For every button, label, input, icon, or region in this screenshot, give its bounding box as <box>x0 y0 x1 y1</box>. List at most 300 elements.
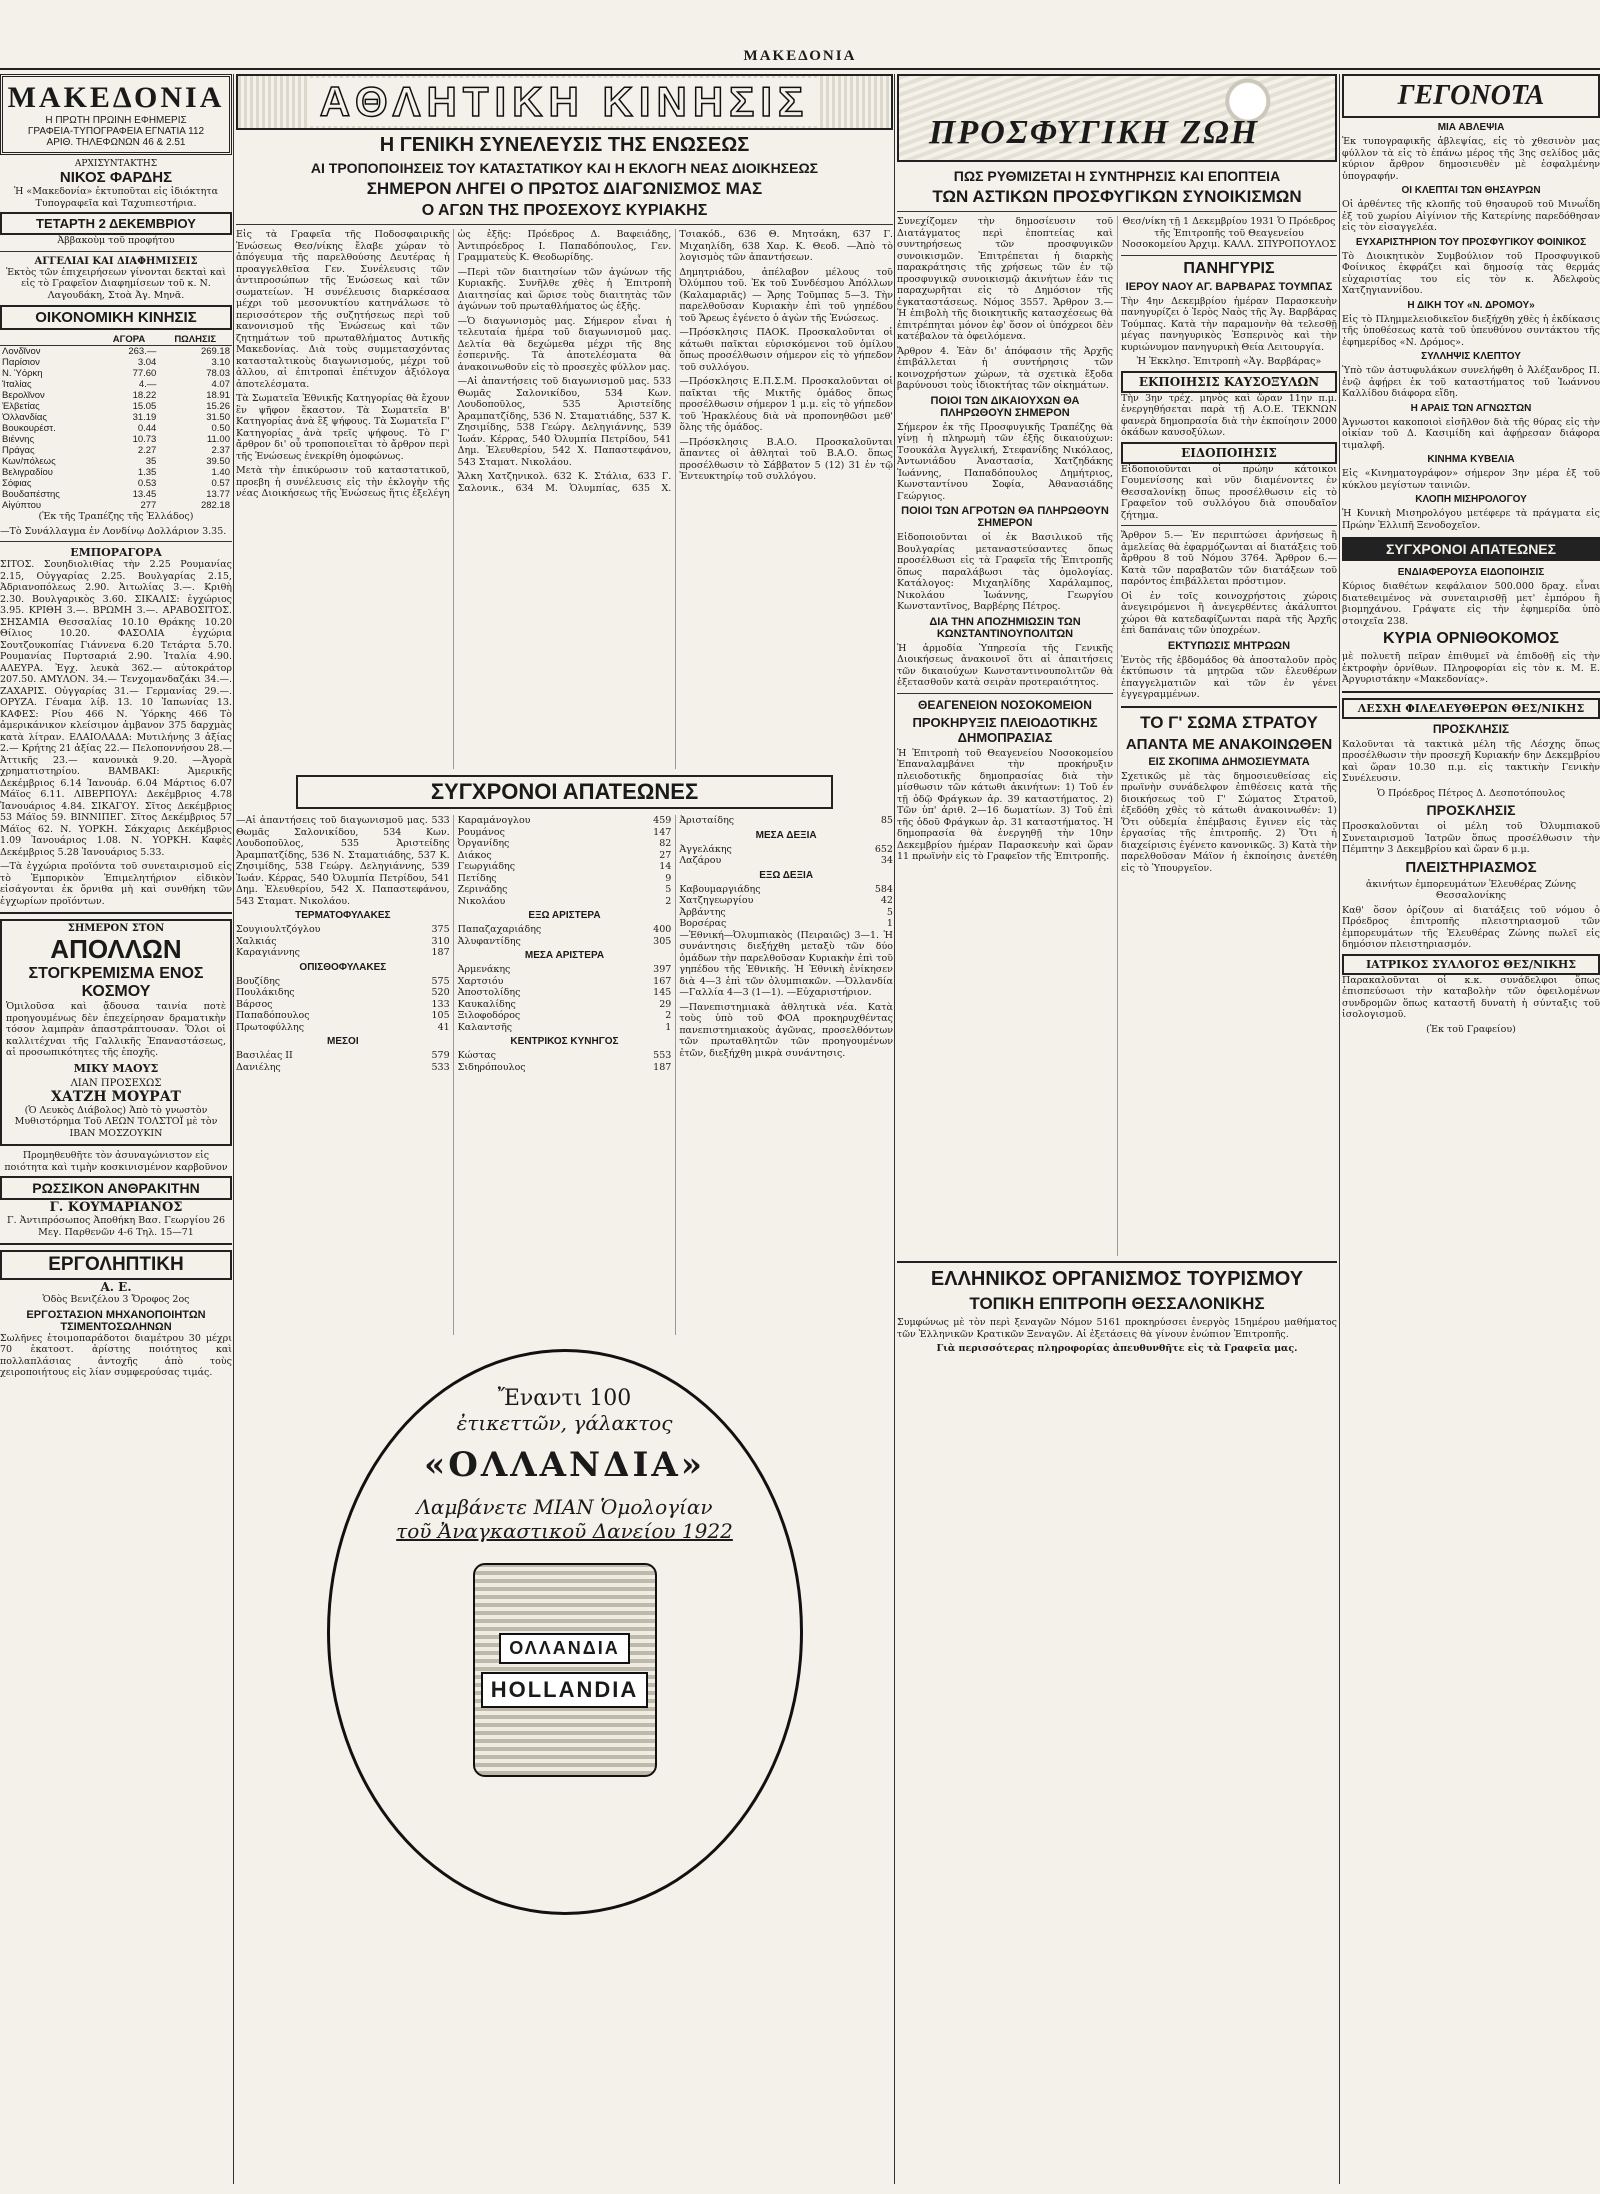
player-name: Πρωτοφύλλης <box>236 1021 305 1033</box>
vote-count: 145 <box>653 987 672 998</box>
masthead-address: ΓΡΑΦΕΙΑ-ΤΥΠΟΓΡΑΦΕΙΑ ΕΓΝΑΤΙΑ 112 <box>27 126 205 137</box>
rate-value: 1.40 <box>211 467 230 478</box>
article-text: Εἰδοποιοῦνται οἱ ἐκ Βασιλικοῦ τῆς Βουλγαρίας μεταναστεύσαντες ὅπως προσέλθωσι εἰς τὰ Γραφεῖα τῆς Ἐπιτροπῆς ὅπως παραλάβωσι τὰς ὁμολογίας. Κατάλογος: Μιχαηλίδης Χαράλαμπος, Νικολάου Ἰωάννης, Γεωργίου Κωνσταντῖνος, Βαρβέρης Πέτρος. <box>897 532 1113 612</box>
article-text: —Πρόσκλησις Ε.Π.Σ.Μ. Προσκαλοῦνται οἱ παῖκται τῆς Μικτῆς ὁμάδος ὅπως προσέλθωσιν σήμερον 1 μ.μ. εἰς τὸ γήπεδον τοῦ Ἡρακλέους διὰ νὰ προπονηθῶσι μεθ' ὅλης τῆς ὁμάδος. <box>679 376 893 433</box>
vote-count: 553 <box>653 1050 672 1061</box>
rates-row <box>0 478 232 489</box>
item-heading: ΚΛΟΠΗ ΜΙΣΗΡΟΛΟΓΟΥ <box>1415 494 1527 505</box>
item-text: Ἡ Κυνικὴ Μισηρολόγου μετέφερε τὰ πράγματα εἰς Πρώην Ἑλλιπῆ Ξενοδοχεῖον. <box>1342 508 1600 531</box>
player-name: Βουζίδης <box>236 975 281 987</box>
subheading: ΕΙΣ ΣΚΟΠΙΜΑ ΔΗΜΟΣΙΕΥΜΑΤΑ <box>1148 755 1310 768</box>
item-subheading: ἀκινήτων ἐμπορευμάτων Ἐλευθέρας Ζώνης Θεσσαλονίκης <box>1365 878 1577 901</box>
rates-note: —Τὸ Συνάλλαγμα ἐν Λονδίνῳ Δολλάριον 3.35. <box>0 525 227 537</box>
player-name: Ἀποστολίδης <box>457 987 521 998</box>
vote-row <box>679 895 893 907</box>
position-heading: ΕΞΩ ΔΕΞΙΑ <box>759 869 814 881</box>
vote-row <box>236 1022 450 1034</box>
item-text: Παρακαλοῦνται οἱ κ.κ. συνάδελφοι ὅπως ἐπισπεύσωσι τὴν καταβολὴν τῶν ὀφειλομένων συνδρομῶν ὅπως καταστῆ δυνατὴ ἡ σύνταξις τοῦ ἰσολογισμοῦ. <box>1342 974 1600 1020</box>
commerce-text-2: —Τὰ ἐγχώρια προϊόντα τοῦ συνεταιρισμοῦ εἰς τὸ Ἐμπορικὸν Ἐπιμελητήριον εἰδικὸν εἰσάγονται ἐκ ὄρνιθα μὴ καὶ συνθήκη τῶν ἐγχωρίων προϊόντων. <box>0 861 232 907</box>
cinema-next-label: ΛΙΑΝ ΠΡΟΣΕΧΩΣ <box>70 1077 162 1089</box>
rate-value: 15.26 <box>206 401 230 412</box>
vote-row <box>236 976 450 988</box>
headline: ΑΙ ΤΡΟΠΟΠΟΙΗΣΕΙΣ ΤΟΥ ΚΑΤΑΣΤΑΤΙΚΟΥ ΚΑΙ Η ΕΚΛΟΓΗ ΝΕΑΣ ΔΙΟΙΚΗΣΕΩΣ <box>310 160 819 176</box>
rates-row <box>0 445 232 456</box>
rates-row <box>0 500 232 511</box>
column-rule <box>233 74 234 2184</box>
rate-value: 0.57 <box>211 478 230 489</box>
commerce-heading: ΕΜΠΟΡΑΓΟΡΑ <box>70 546 162 559</box>
divider <box>1121 255 1337 256</box>
subheading: ΤΟ Γ' ΣΩΜΑ ΣΤΡΑΤΟΥ <box>1140 712 1318 732</box>
item-text: Τὸ Διοικητικὸν Συμβούλιον τοῦ Προσφυγικοῦ Φοίνικος ἐκφράζει καὶ δημοσίᾳ τὰς θερμάς εὐχαριστίας του εἰς τὸν κ. Ἀδελφοὺς Χατζηγιαννίδου. <box>1342 250 1600 296</box>
vote-row <box>458 1062 672 1074</box>
subheading: ΠΑΝΗΓΥΡΙΣ <box>1183 259 1275 277</box>
rates-row <box>0 467 232 478</box>
divider <box>0 1243 232 1245</box>
ad-brand: «ΟΛΛΑΝΔΙΑ» <box>424 1445 705 1485</box>
rate-value: 77.60 <box>132 368 157 379</box>
masthead-subtitle: Η ΠΡΩΤΗ ΠΡΩΙΝΗ ΕΦΗΜΕΡΙΣ <box>45 115 187 126</box>
contractor-sub: Α. Ε. <box>100 1280 132 1294</box>
vote-count: 305 <box>653 935 672 947</box>
rates-row <box>0 379 232 390</box>
rate-value: 269.18 <box>200 346 230 357</box>
refugee-article-columns <box>897 216 1337 1256</box>
headline: Η ΓΕΝΙΚΗ ΣΥΝΕΛΕΥΣΙΣ ΤΗΣ ΕΝΩΣΕΩΣ <box>379 134 750 156</box>
rate-value: 4.— <box>138 379 157 390</box>
rates-col-header <box>0 334 100 346</box>
exchange-rates-table <box>0 334 232 511</box>
rate-value: 2.37 <box>211 445 230 456</box>
vote-count: 41 <box>437 1021 450 1033</box>
cinema-next: ΧΑΤΖΗ ΜΟΥΡΑΤ <box>51 1088 181 1105</box>
article-text: Ἡ Ἐπιτροπὴ τοῦ Θεαγενείου Νοσοκομείου Ἐπαναλαμβάνει τὴν προκήρυξιν πλειοδοτικῆς δημοπρασίας διὰ τὴν μίσθωσιν τῶν κάτωθι ἀκινήτων: 1) Τοῦ ἐν τῇ ὁδῷ Φράγκων ἀρ. 39 καταστήματος. 2) Τῶν ὑπ' ἀριθ. 2—16 δωματίων. 3) Τοῦ ἐπὶ τῆς ὁδοῦ Φράγκων ἀρ. 31 καταστήματος. Ἡ δημοπρασία θὰ ἐνεργηθῇ τὴν 10ην Δεκεμβρίου ἡμέραν Παρασκευὴν καὶ ὥραν 11 πρωϊνὴν εἰς τὸ Γραφεῖον τῆς Ἐπιτροπῆς. <box>897 747 1113 862</box>
commerce-text: ΣΙΤΟΣ. Σουηδιολιθίας τὴν 2.25 Ρουμανίας 2.15, Οὐγγαρίας 2.25. Βουλγαρίας 2.15, Ἀδριανοπόλεως 2.90. Ἀιτωλίας 3.—. Κριθὴ 2.30. Βουλγαρικὸς 3.60. ΣΙΚΑΛΙΣ: ἐγχώριος 3.95. ΚΡΙΘΗ 3.—. ΒΡΩΜΗ 3.—. ΑΡΑΒΟΣΙΤΟΣ. ΣΗΣΑΜΙΑ Θεσσαλίας 10.10 Θράκης 10.20 Θίλιος 10.20. ΦΑΣΟΛΙΑ ἐγχώρια Σουτζουκοπίας Γιάννενα 6.20 Τετάρτα 5.70. Ρουμανίας Πυρτσαριά 2.90. Ἰταλία 4.90. ΑΛΕΥΡΑ. Ἐγχ. λευκὰ 362.— αὐτοκράτορ 207.50. ΑΜΥΛΟΝ. 34.— Τενχομανδαζάκι 34.—. ΖΑΧΑΡΙΣ. Οὐγγαρίας 31.— Γερμανίας 29.—. ΟΡΥΖΑ. Γέναμα λίβ. 13. 10 Ἰαπωνίας 13. ΚΑΦΕΣ: Ρίου 466 Ν. Ὑόρκης 466 Τὸ ἀμερικάνικον κλείσιμον ἀμβανον 375 δαρχμὰς κατὰ λίτραν. ΕΛΑΙΟΛΑΔΑ: Μυτιλήνης 3 ἀξίας 2.— Κρήτης 21 ἀξίας 22.— Πελοποννήσου 28.— Ἀττικῆς 23.— κανονικὰ 9.20. —Ἀγορὰ χρηματιστηρίου. ΒΑΜΒΑΚΙ: Ἀμερικῆς Δεκέμβριος 6.14 Ἰανουάρ. 6.04 Μάρτιος 6.07 Μάϊος 6.11. ΛΙΒΕΡΠΟΥΛ: Δεκέμβριος 4.78 Ἰανουάριος 4.84. ΣΙΚΑΓΟΥ. Σῖτος Δεκέμβριος 53 Μάϊος 59. ΒΙΝΝΙΠΕΓ. Σῖτος Δεκέμβριος 57 Μάϊος 62. Ν. ΥΟΡΚΗ. Σάκχαρις Δεκέμβριος 1.09 Ἰανουάριος 1.08. Ν. ΥΟΡΚΗ. Καφὲς Δεκέμβριος 5.28 Ἰανουάριος 5.33. <box>0 559 232 858</box>
player-name: Νικολάου <box>457 895 506 907</box>
ads-note: Ἐκτὸς τῶν ἐπιχειρήσεων γίνονται δεκταὶ καὶ εἰς τὸ Γραφεῖον Διαφημίσεων τοῦ κ. Ν. Λαγουδάκη, Στοὰ Ἀγ. Μηνᾶ. <box>5 266 226 301</box>
saint-of-day: Ἀββακοὺμ τοῦ προφήτου <box>57 235 175 246</box>
rates-row <box>0 489 232 500</box>
vote-count: 520 <box>431 987 450 998</box>
contractor-address: Ὁδὸς Βενιζέλου 3 Ὄροφος 2ος <box>42 1294 190 1305</box>
currency-name: Ν. Ὑόρκη <box>2 368 43 379</box>
item-heading: ΠΛΕΙΣΤΗΡΙΑΣΜΟΣ <box>1405 858 1537 876</box>
rate-value: 3.04 <box>137 357 157 368</box>
currency-name: Πράγας <box>2 445 35 456</box>
player-name: Ὀργανίδης <box>457 838 510 849</box>
vote-count: 187 <box>653 1061 672 1073</box>
currency-name: Σόφιας <box>2 478 32 489</box>
divider <box>897 211 1337 212</box>
player-name: Ζερινάδης <box>457 884 508 895</box>
rate-value: 282.18 <box>200 500 230 511</box>
vote-count: 27 <box>659 849 672 861</box>
player-name: Δανιέλης <box>236 1061 281 1073</box>
item-text: Προσκαλοῦνται οἱ μέλη τοῦ Ὀλυμπιακοῦ Συνεταιρισμοῦ Ἰατρῶν ὅπως προσέλθωσιν τὴν Πέμπτην 3 Δεκεμβρίου καὶ ὥραν 6 μ.μ. <box>1342 821 1600 855</box>
subheading: ΕΚΤΥΠΩΣΙΣ ΜΗΤΡΩΩΝ <box>1167 639 1291 652</box>
vote-count: 5 <box>665 884 672 895</box>
player-name: Ξιλοφοδόρος <box>457 1010 521 1021</box>
article-text: Τὴν 3ην τρέχ. μηνὸς καὶ ὥραν 11ην π.μ. ἐνεργηθήσεται παρὰ τῇ Α.Ο.Ε. ΤΕΚΝΩΝ φανερὰ δημοπρασία διὰ τὴν ἐκποίησιν 2000 ὀκάδων καυσοξύλων. <box>1121 392 1337 438</box>
rate-value: 3.10 <box>211 357 230 368</box>
vote-count: 459 <box>653 815 672 826</box>
item-text: Ἐκ τυπογραφικῆς ἀβλεψίας, εἰς τὸ χθεσινὸν μας φύλλον τὰ εἰς τὸ ἐπάνω μέρος τῆς 3ης σελίδος μᾶς κύριον ἄρθρον δημοσιευθὲν μὲ ἐσφαλμένην ὑπογραφήν. <box>1342 136 1600 182</box>
rate-value: 31.19 <box>132 412 157 423</box>
article-text: Τὰ Σωματεῖα Ἐθνικῆς Κατηγορίας θὰ ἔχουν ἓν ψῆφον ἕκαστον. Τὰ Σωματεῖα Β' Κατηγορίας ἀνὰ ἓξ ψήφους. Τὰ Σωματεῖα Γ' Κατηγορίας ἀνὰ τρεῖς ψήφους. Τὸ Γ' ἄρθρον δι' οὗ τροποποιεῖται τὸ ἄρθρον περὶ τῆς Ἑνώσεως ἐνεκρίθη ὁμοφώνως. <box>236 393 450 462</box>
column-sports <box>236 74 893 2184</box>
club-heading: ΛΕΣΧΗ ΦΙΛΕΛΕΥΘΕΡΩΝ ΘΕΣ/ΝΙΚΗΣ <box>1342 698 1600 719</box>
editor-name: ΝΙΚΟΣ ΦΑΡΔΗΣ <box>59 169 173 186</box>
item-heading: Η ΑΡΑΙΣ ΤΩΝ ΑΓΝΩΣΤΩΝ <box>1410 402 1532 414</box>
top-rule <box>0 68 1600 70</box>
item-text: Κύριος διαθέτων κεφάλαιον 500.000 δραχ. εἶναι διατεθειμένος νὰ συνεταιρισθῇ μετ' ἐμπόρου ἢ βιομηχάνου. Γράψατε εἰς τὴν ἐφημερίδα ὑπὸ στοιχεῖα 238. <box>1342 581 1600 627</box>
vote-row <box>458 1050 672 1062</box>
votes-columns <box>236 815 893 1335</box>
vote-count: 575 <box>431 975 450 987</box>
position-heading: ΜΕΣΑ ΔΕΞΙΑ <box>755 829 817 841</box>
rates-row <box>0 412 232 423</box>
player-name: Ἀλυφαντίδης <box>457 935 521 947</box>
item-text: Καθ' ὅσον ὁρίζουν αἱ διατάξεις τοῦ νόμου ὁ Πρόεδρος ἐπιτροπῆς πλειστηριασμοῦ τῶν ἐμπορευμάτων τῆς Ἐλευθέρας Ζώνης πωλεῖ εἰς δημόσιον πλειστηριασμόν. <box>1342 904 1600 950</box>
can-label: ΟΛΛΑΝΔΙΑ <box>499 1633 629 1664</box>
vote-row <box>236 1010 450 1022</box>
player-name: Παπαδόπουλος <box>236 1010 310 1021</box>
ad-line: Ἔναντι 100 <box>497 1386 632 1411</box>
article-text: Εἰς τὰ Γραφεῖα τῆς Ποδοσφαιρικῆς Ἑνώσεως Θεσ/νίκης ἔλαβε χώραν τὸ ἀπόγευμα τῆς παρελθούσης Δευτέρας ἡ προαγγελθεῖσα Γεν. Συνέλευσις τῶν ἀντιπροσώπων τῆς Ἑνώσεως καὶ τῶν σωματείων. Ἡ συνέλευσις διαρκέσασα μέχρι τοῦ μεσονυκτίου κατηνάλωσε τὸ περισσότερον τῆς συζητήσεως περὶ τοῦ κανονισμοῦ τῆς Ἑνώσεως καὶ τῶν ζητημάτων τοῦ πρωταθλήματος Δυτικῆς Μακεδονίας. Διὰ τοὺς συμμετασχόντας κατασταλτικοὺς διαγωνισμούς, μέχρι τοῦ ἀλλου, αἱ ἐπιτροπαὶ ἐπέτυχον ἀξιόλογα ἀποτελέσματα. <box>236 229 450 390</box>
player-name: Ἀγγελάκης <box>679 843 732 855</box>
vote-row <box>458 827 672 839</box>
currency-name: Βερολῖνον <box>2 390 45 401</box>
tourism-note: Γιὰ περισσότερας πληροφορίας ἀπευθυνθῆτε εἰς τὰ Γραφεῖα μας. <box>936 1343 1298 1354</box>
editor-note: Ἡ «Μακεδονία» ἐκτυποῦται εἰς ἰδιόκτητα Τυπογραφεῖα καὶ Ταχυπιεστήρια. <box>13 186 219 209</box>
position-heading: ΕΞΩ ΑΡΙΣΤΕΡΑ <box>528 910 601 921</box>
signature: Θεσ/νίκη τῇ 1 Δεκεμβρίου 1931 Ὁ Πρόεδρος τῆς Ἐπιτροπῆς τοῦ Θεαγενείου Νοσοκομείου Ἀρχιμ. ΚΑΛΛ. ΣΠΥΡΟΠΟΥΛΟΣ <box>1121 216 1337 250</box>
player-name: Γεωργιάδης <box>457 861 516 872</box>
vote-count: 375 <box>431 924 450 935</box>
player-name: Σιδηρόπουλος <box>457 1061 526 1073</box>
column-left <box>0 74 232 2184</box>
item-text: μὲ πολυετῆ πεῖραν ἐπιθυμεῖ νὰ ἐπιδοθῇ εἰς τὴν ἐκτροφὴν ὀρνίθων. Πληροφορίαι εἰς τὸν κ. Μ. Ε. Ἀργυριστάκην «Μακεδονίας». <box>1342 651 1600 685</box>
vote-count: 29 <box>659 998 672 1010</box>
article-text: —Περὶ τῶν διαιτησίων τῶν ἀγώνων τῆς Κυριακῆς. Συνῆλθε χθὲς ἡ Ἐπιτροπὴ Διαιτησίας καὶ ὥρισε τοὺς διαιτητὰς τῶν ἀγώνων τοῦ πρωταθλήματος ὡς ἑξῆς. <box>457 266 672 312</box>
cinema-label: ΣΗΜΕΡΟΝ ΣΤΟΝ <box>67 923 165 934</box>
milk-can-image <box>473 1563 657 1777</box>
article-text: —Ἐθνική—Ὀλυμπιακὸς (Πειραιῶς) 3—1. Ἡ συνάντησις διεξήχθη μεταξὺ τῶν δύο ὁμάδων τὴν παρελθοῦσαν Κυριακὴν ἐπὶ τοῦ γηπέδου τῆς Ἐθνικῆς. Ἡ Ἐθνικὴ ἐνίκησεν διὰ 4—3 ἐπὶ τῶν ὀλυμπιακῶν. —Ὀλλανδία—Γαλλία 4—3 (1—1). —Εὐχαριστήριον. <box>679 929 893 998</box>
vote-count: 187 <box>431 947 450 958</box>
subheading: ΔΙΑ ΤΗΝ ΑΠΟΖΗΜΙΩΣΙΝ ΤΩΝ ΚΩΝΣΤΑΝΤΙΝΟΥΠΟΛΙΤΩΝ <box>929 615 1081 640</box>
column-events <box>1342 74 1600 2184</box>
vote-count: 400 <box>653 924 672 935</box>
currency-name: Ἰταλίας <box>2 379 32 390</box>
column-rule <box>894 74 895 2184</box>
position-heading: ΤΕΡΜΑΤΟΦΥΛΑΚΕΣ <box>295 910 391 921</box>
divider <box>0 541 232 542</box>
article-text: —Πρόσκλησις Β.Α.Ο. Προσκαλοῦνται ἅπαντες οἱ ἀθληταὶ τοῦ Β.Α.Ο. ὅπως προσέλθωσιν τὸ Σάββατον 5 (12) 31 ἐν τῷ Ἐντευκτηρίῳ τοῦ συλλόγου. <box>679 436 893 482</box>
vote-count: 85 <box>880 815 893 826</box>
vote-row <box>458 873 672 885</box>
rate-value: 11.00 <box>206 434 230 445</box>
item-text: Εἰς «Κινηματογράφον» σήμερον 3ην μέρα ἐξ τοῦ κύκλου μεγίστων ταινιῶν. <box>1342 468 1600 491</box>
article-text: —Πανεπιστημιακὰ ἀθλητικὰ νέα. Κατὰ τοὺς ὑπὸ τοῦ ΦΟΑ προκηρυχθέντας πανεπιστημιακοὺς ἀγῶνας, προσελθόντων τῶν πρωταθλητῶν τῶν προηγουμένων ἐτῶν, διεξήχθη μικρὰ συνάντησις. <box>679 1001 893 1059</box>
article-text: —Ὁ διαγωνισμὸς μας. Σήμερον εἶναι ἡ τελευταία ἡμέρα τοῦ διαγωνισμοῦ μας. Δελτία θὰ δεχώμεθα μέχρι τῆς 8ης ἑσπερινῆς. Τὰ ἀποτελέσματα θὰ ἀνακοινωθοῦν εἰς τὸ προσεχὲς φύλλον μας. <box>457 315 672 373</box>
signature: (Ἐκ τοῦ Γραφείου) <box>1426 1023 1516 1035</box>
vote-count: 34 <box>880 855 893 866</box>
vote-row <box>458 884 672 896</box>
ad-line: τοῦ Ἀναγκαστικοῦ Δανείου 1922 <box>396 1519 733 1543</box>
cinema-star: ΜΙΚΥ ΜΑΟΥΣ <box>73 1061 159 1075</box>
player-name: Καραγιάννης <box>236 947 300 958</box>
item-text: Οἱ ἀρθέντες τῆς κλοπῆς τοῦ θησαυροῦ τοῦ Μινωΐδη ἐξ τοῦ χωρίου Αἰγίνιον τῆς Κατερίνης παρεδόθησαν εἰς τὸν εἰσαγγελέα. <box>1342 199 1600 233</box>
tourism-text: Συμφώνως μὲ τὸν περὶ ξεναγῶν Νόμον 5161 προκηρύσσει ἐνεργὸς 15ημέρου μαθήματος τῶν Ἑλληνικῶν Κρατικῶν Ξεναγῶν. Αἱ ἐξετάσεις θὰ γίνουν ἐνώπιον Ἐπιτροπῆς. <box>897 1317 1337 1340</box>
player-name: Ἀρμενάκης <box>457 964 511 975</box>
masthead-phones: ΑΡΙΘ. ΤΗΛΕΦΩΝΩΝ 46 & 2.51 <box>46 137 186 148</box>
rates-row <box>0 368 232 379</box>
currency-name: Βιέννης <box>2 434 35 445</box>
headline: Ο ΑΓΩΝ ΤΗΣ ΠΡΟΣΕΧΟΥΣ ΚΥΡΙΑΚΗΣ <box>421 202 708 219</box>
player-name: Χατζηγεωργίου <box>679 895 754 906</box>
item-text: Ὑπὸ τῶν ἀστυφυλάκων συνελήφθη ὁ Ἀλέξανδρος Π. ἐνῷ ἀφῄρει ἐκ τοῦ καταστήματος τοῦ Ἰωάννου Καλλίδου διάφορα εἴδη. <box>1342 365 1600 399</box>
vote-row <box>236 987 450 999</box>
vote-row <box>458 815 672 827</box>
position-heading: ΟΠΙΣΘΟΦΥΛΑΚΕΣ <box>299 961 387 973</box>
ads-heading: ΑΓΓΕΛΙΑΙ ΚΑΙ ΔΙΑΦΗΜΙΣΕΙΣ <box>34 255 198 267</box>
vote-count: 9 <box>665 872 672 884</box>
divider <box>0 251 232 252</box>
subheading: ΙΕΡΟΥ ΝΑΟΥ ΑΓ. ΒΑΡΒΑΡΑΣ ΤΟΥΜΠΑΣ <box>1125 280 1333 293</box>
masthead <box>0 74 232 155</box>
contractor-text: Σωλῆνες ἑτοιμοπαράδοτοι διαμέτρου 30 μέχρι 70 ἑκατοστ. ἀρίστης ποιότητος καὶ πολλαπλάσιας ἀντοχῆς ἀπὸ τοὺς χειροποιήτους εἰς λίαν συμφερούσας τιμάς. <box>0 1332 232 1378</box>
currency-name: Αἰγύπτου <box>2 500 42 511</box>
headline: ΠΩΣ ΡΥΘΜΙΖΕΤΑΙ Η ΣΥΝΤΗΡΗΣΙΣ ΚΑΙ ΕΠΟΠΤΕΙΑ <box>953 168 1281 184</box>
player-name: Διάκος <box>457 849 492 861</box>
signature: Ἡ Ἐκκλησ. Ἐπιτροπὴ «Ἁγ. Βαρβάρας» <box>1136 356 1322 367</box>
rate-value: 263.— <box>128 346 157 357</box>
cinema-next-sub: (Ὁ Λευκὸς Διάβολος) Ἀπὸ τὸ γνωστὸν Μυθιστόρημα Τοῦ ΛΕΩΝ ΤΟΛΣΤΟΪ μὲ τὸν ΙΒΑΝ ΜΟΣΖΟΥΚΙΝ <box>14 1104 218 1139</box>
vote-row <box>458 850 672 862</box>
rate-value: 15.05 <box>132 401 157 412</box>
item-heading: ΣΥΛΛΗΨΙΣ ΚΛΕΠΤΟΥ <box>1421 351 1521 362</box>
article-text: Ἐντὸς τῆς ἑβδομάδος θὰ ἀποσταλοῦν πρὸς ἐκτύπωσιν τὰ μητρῶα τῶν ἐλευθέρων ἐπαγγελματιῶν καὶ τῶν ἐν γένει ἐγγεγραμμένων. <box>1121 654 1337 700</box>
player-name: Βορσέρας <box>679 918 727 929</box>
article-text: Ἄρθρον 5.— Ἐν περιπτώσει ἀρνήσεως ἢ ἀμελείας θὰ ἐφαρμόζωνται αἱ διατάξεις τοῦ ἄρθρου 8 τοῦ Νόμου 3764. Ἄρθρον 6.— Κατὰ τῶν παραβατῶν τῶν διατάξεων τοῦ παρόντος ἐπιβάλλεται πρόστιμον. <box>1121 530 1337 587</box>
vote-count: 1 <box>886 918 893 929</box>
vote-row <box>679 844 893 856</box>
article-text: Μετὰ τὴν ἐπικύρωσιν τοῦ καταστατικοῦ, προεβη ἡ συνέλευσις εἰς τὴν ἐκλογὴν τῆς νέας Διοικήσεως τῆς Ἑνώσεως ἥτις ἐξελέγη ὡς ἑξῆς: Πρόεδρος Δ. Βαφειάδης, Ἀντιπρόεδρος Ι. Παπαδόπουλος, Γεν. Γραμματεὺς Κ. Θεοδωρίδης. <box>236 229 672 499</box>
vote-row <box>458 999 672 1011</box>
vote-row <box>458 936 672 948</box>
vote-row <box>236 936 450 948</box>
contractor-name: ΕΡΓΟΛΗΠΤΙΚΗ <box>0 1250 232 1280</box>
rate-value: 31.50 <box>206 412 230 423</box>
vote-count: 167 <box>653 975 672 987</box>
rates-col-header: ΠΩΛΗΣΙΣ <box>158 334 232 346</box>
vote-count: 584 <box>874 883 893 895</box>
vote-count: 579 <box>431 1050 450 1061</box>
player-name: Καβουμαργιάδης <box>679 883 761 895</box>
rates-row <box>0 390 232 401</box>
cinema-film: ΣΤΟΓΚΡΕΜΙΣΜΑ ΕΝΟΣ ΚΟΣΜΟΥ <box>28 965 204 1000</box>
divider <box>1121 525 1337 526</box>
article-text: —Αἱ ἀπαντήσεις τοῦ διαγωνισμοῦ μας. 533 Θωμᾶς Σαλονικίδου, 534 Κων. Λουδοποῦλος, 535 Ἀριστείδης Ἀραμπατζίδης, 536 Ν. Σταματιάδης, 537 Κ. Ζησιμίδης, 538 Γεώργ. Δεληγιάννης, 539 Ἰωάν. Κέρρας, 540 Ὀλυμπία Πετρίδου, 541 Δημ. Ἐλευθερίου, 542 Χ. Παπαστεφάνου, 543 Σταματ. Νικολάου. <box>236 815 450 907</box>
divider <box>1121 706 1337 708</box>
article-text: Εἰδοποιοῦνται οἱ πρώην κάτοικοι Γουμενίσσης καὶ νῦν διαμένοντες ἐν Θεσσαλονίκῃ ὅπως προσέλθωσιν εἰς τὸ Γραφεῖον τοῦ συλλόγου διὰ σπουδαῖον ζήτημα. <box>1121 463 1337 521</box>
rates-row <box>0 434 232 445</box>
column-rule <box>1339 74 1340 2184</box>
club-subheading: ΠΡΟΣΚΛΗΣΙΣ <box>1432 721 1510 736</box>
player-name: Καραμάνογλου <box>457 815 531 826</box>
item-heading: ΚΙΝΗΜΑ ΚΥΒΕΛΙΑ <box>1427 454 1515 465</box>
rates-row <box>0 423 232 434</box>
position-heading: ΜΕΣΟΙ <box>327 1036 359 1047</box>
swindlers-heading: ΣΥΓΧΡΟΝΟΙ ΑΠΑΤΕΩΝΕΣ <box>296 775 833 809</box>
player-name: Βασιλέας ΙΙ <box>236 1050 293 1061</box>
rate-value: 18.22 <box>132 390 157 401</box>
player-name: Βάρσος <box>236 998 273 1010</box>
vote-row <box>458 896 672 908</box>
editor-label: ΑΡΧΙΣΥΝΤΑΚΤΗΣ <box>74 159 158 169</box>
item-heading: ΕΝΔΙΑΦΕΡΟΥΣΑ ΕΙΔΟΠΟΙΗΣΙΣ <box>1397 567 1545 578</box>
vote-row <box>458 861 672 873</box>
rate-value: 0.53 <box>137 478 157 489</box>
vote-count: 133 <box>431 998 450 1010</box>
doctors-heading: ΙΑΤΡΙΚΟΣ ΣΥΛΛΟΓΟΣ ΘΕΣ/ΝΙΚΗΣ <box>1342 954 1600 975</box>
rate-value: 277 <box>140 500 157 511</box>
player-name: Καλαντσῆς <box>457 1021 513 1033</box>
vote-count: 82 <box>659 838 672 849</box>
sports-article-columns <box>236 229 893 769</box>
tourism-subheading: ΤΟΠΙΚΗ ΕΠΙΤΡΟΠΗ ΘΕΣΣΑΛΟΝΙΚΗΣ <box>969 1294 1265 1313</box>
vote-row <box>679 855 893 867</box>
vote-count: 14 <box>659 861 672 872</box>
column-refugees <box>897 74 1337 2184</box>
running-head: ΜΑΚΕΔΟΝΙΑ <box>743 48 857 64</box>
currency-name: Βουδαπέστης <box>2 489 60 500</box>
vote-count: 1 <box>665 1021 672 1033</box>
article-text: Συνεχίζομεν τὴν δημοσίευσιν τοῦ Διατάγματος περὶ ἐποπτείας καὶ συντηρήσεως τῶν προσφυγικῶν συνοικισμῶν. Ἐπιτρέπεται ἡ διαρκὴς παρακράτησις τῆς χρήσεως τῶν ἐν τῷ προσφυγικῷ συνοικισμῷ ἀκινήτων ἐάν τις παραχωρῆται εἰς τὸ Δημόσιον τῆς ἐγκαταστάσεως. Νόμος 3557. Ἄρθρον 3.— Ἡ ἐπιβολὴ τῆς διοικητικῆς κατασχέσεως θὰ ἐπιτρέπηται μόνον ἐφ' ὅσον οἱ ὑπόχρεοι δὲν κατέβαλον τὰ ὀφειλόμενα. <box>897 216 1113 342</box>
coal-ad-name: ΡΩΣΣΙΚΟΝ ΑΝΘΡΑΚΙΤΗΝ <box>0 1176 232 1200</box>
divider <box>236 224 893 225</box>
currency-name: Ἑλβετίας <box>2 401 40 412</box>
divider <box>897 1261 1337 1263</box>
vote-count: 533 <box>431 1061 450 1073</box>
currency-name: Ὁλλανδίας <box>2 412 47 423</box>
vote-row <box>679 918 893 930</box>
vote-row <box>458 1010 672 1022</box>
position-heading: ΚΕΝΤΡΙΚΟΣ ΚΥΝΗΓΟΣ <box>510 1036 619 1047</box>
rates-row <box>0 357 232 368</box>
refugee-banner <box>897 74 1337 162</box>
signature: Ὁ Πρόεδρος Πέτρος Δ. Δεσποτόπουλος <box>1376 787 1566 799</box>
divider <box>1342 691 1600 693</box>
player-name: Χαρτσιόυ <box>457 975 504 987</box>
rates-source: (Ἐκ τῆς Τραπέζης τῆς Ἑλλάδος) <box>38 511 194 522</box>
rate-value: 39.50 <box>206 456 230 467</box>
item-heading: ΜΙΑ ΑΒΛΕΨΙΑ <box>1437 122 1505 133</box>
position-heading: ΜΕΣΑ ΑΡΙΣΤΕΡΑ <box>524 950 605 961</box>
vote-row <box>458 924 672 936</box>
vote-count: 42 <box>880 895 893 906</box>
divider <box>897 693 1113 694</box>
vote-row <box>236 924 450 936</box>
article-text: Τὴν 4ην Δεκεμβρίου ἡμέραν Παρασκευὴν πανηγυρίζει ὁ Ἱερὸς Ναὸς τῆς Ἁγ. Βαρβάρας Τούμπας. Κατὰ τὴν παραμονὴν θὰ τελεσθῇ μέγας πανηγυρικὸς Ἑσπερινὸς καὶ τὴν κυριώνυμον πανηγυρικὴ Θεία Λειτουργία. <box>1121 295 1337 353</box>
headline: ΤΩΝ ΑΣΤΙΚΩΝ ΠΡΟΣΦΥΓΙΚΩΝ ΣΥΝΟΙΚΙΣΜΩΝ <box>932 187 1302 206</box>
currency-name: Βουκουρέστ. <box>2 423 56 434</box>
subheading: ΑΠΑΝΤΑ ΜΕ ΑΝΑΚΟΙΝΩΘΕΝ <box>1125 735 1333 753</box>
cinema-text: Ὁμιλοῦσα καὶ ᾄδουσα ταινία ποτὲ προηγουμένως δὲν ἐπεχείρησαν δραματικὴν τόσον λαμπρὰν ἀπαστράπτουσαν. Ὅλοι οἱ καλλιτέχναι τῆς Γαλλικῆς Ἐπαναστάσεως, αἱ προσωπικότητες τῆς ἐποχῆς. <box>6 1001 226 1058</box>
player-name: Πετίδης <box>457 872 497 884</box>
article-text: Σήμερον ἐκ τῆς Προσφυγικῆς Τραπέζης θὰ γίνῃ ἡ πληρωμὴ τῶν ἑξῆς δικαιούχων: Τσουκάλα Ἀγγελική, Στεφανίδης Νικόλαος, Ἀντωνιάδου Ἀναστασία, Χατζηδάκης Ἰωάννης, Παπαδόπουλος Δημήτριος, Κωνσταντίνου Σοφία, Ἀθανασιάδης Γεώργιος. <box>897 421 1113 502</box>
rate-value: 0.50 <box>211 423 230 434</box>
rate-value: 1.35 <box>137 467 157 478</box>
vote-row <box>236 1062 450 1074</box>
item-heading: ΕΥΧΑΡΙΣΤΗΡΙΟΝ ΤΟΥ ΠΡΟΣΦΥΓΙΚΟΥ ΦΟΙΝΙΚΟΣ <box>1355 236 1587 248</box>
divider <box>0 912 232 914</box>
contractor-factory: ΕΡΓΟΣΤΑΣΙΟΝ ΜΗΧΑΝΟΠΟΙΗΤΩΝ ΤΣΙΜΕΝΤΟΣΩΛΗΝΩΝ <box>26 1308 206 1333</box>
vote-row <box>458 976 672 988</box>
item-heading: ΟΙ ΚΛΕΠΤΑΙ ΤΩΝ ΘΗΣΑΥΡΩΝ <box>1401 185 1541 196</box>
issue-date: ΤΕΤΑΡΤΗ 2 ΔΕΚΕΜΒΡΙΟΥ <box>0 212 232 235</box>
player-name: Ρουμάνος <box>457 826 505 838</box>
vote-count: 2 <box>665 895 672 907</box>
vote-row <box>458 838 672 850</box>
cinema-name: ΑΠΟΛΛΩΝ <box>50 934 182 964</box>
headline: ΣΗΜΕΡΟΝ ΛΗΓΕΙ Ο ΠΡΩΤΟΣ ΔΙΑΓΩΝΙΣΜΟΣ ΜΑΣ <box>366 179 763 198</box>
rate-value: 13.77 <box>206 489 230 500</box>
vote-row <box>679 907 893 919</box>
vote-count: 652 <box>874 843 893 855</box>
player-name: Λαζάρου <box>679 855 722 866</box>
vote-row <box>679 884 893 896</box>
ad-line: ἐτικεττῶν, γάλακτος <box>456 1411 673 1435</box>
vote-row <box>458 987 672 999</box>
article-text: Δημητριάδου, ἀπέλαβον μέλους τοῦ Ὀλύμπου τοῦ. Ἐκ τοῦ Συνδέσμου Ἀπόλλων (Καλαμαριᾶς) — Ἄρης Τοῦμπας 5—3. Τὴν παρελθοῦσαν Κυριακὴν ἐπὶ τοῦ γηπέδου τοῦ Ἄρεως ἐγένετο ὁ ἀγὼν τῆς Ἑνώσεως. <box>679 266 893 324</box>
rate-value: 0.44 <box>137 423 157 434</box>
vote-count: 105 <box>431 1010 450 1021</box>
swindlers-heading: ΣΥΓΧΡΟΝΟΙ ΑΠΑΤΕΩΝΕΣ <box>1342 537 1600 561</box>
subheading: ΠΟΙΟΙ ΤΩΝ ΔΙΚΑΙΟΥΧΩΝ ΘΑ ΠΛΗΡΩΘΟΥΝ ΣΗΜΕΡΟΝ <box>930 394 1080 419</box>
masthead-title: ΜΑΚΕΔΟΝΙΑ <box>7 81 225 114</box>
article-text: Ἄρθρον 4. Ἐὰν δι' ἀπόφασιν τῆς Ἀρχῆς ἐπιβάλλεται ἡ συντήρησις τῶν κοινοχρήστων χώρων, τὰ σχετικὰ ἔξοδα βαρύνουσι τοὺς ἰδιοκτήτας τῶν οἰκημάτων. <box>897 345 1113 391</box>
tourism-heading: ΕΛΛΗΝΙΚΟΣ ΟΡΓΑΝΙΣΜΟΣ ΤΟΥΡΙΣΜΟΥ <box>930 1268 1304 1290</box>
vote-row <box>236 1050 450 1062</box>
player-name: Καυκαλίδης <box>457 998 516 1010</box>
currency-name: Βελιγραδίου <box>2 467 53 478</box>
item-heading: ΚΥΡΙΑ ΟΡΝΙΘΟΚΟΜΟΣ <box>1383 630 1559 647</box>
article-text: Ἡ ἀρμοδία Ὑπηρεσία τῆς Γενικῆς Διοικήσεως ἀνακοινοῖ ὅτι αἱ ἀπαιτήσεις τῶν δικαιούχων Κωνσταντινουπολιτῶν θὰ ἐξετασθοῦν κατὰ σειρὰν προτεραιότητος. <box>897 642 1113 688</box>
rate-value: 78.03 <box>206 368 230 379</box>
ad-line: Λαμβάνετε ΜΙΑΝ Ὁμολογίαν <box>416 1495 713 1519</box>
coal-ad-text: Προμηθευθῆτε τὸν ἀσυναγώνιστον εἰς ποιότητα καὶ τιμὴν κοσκινισμένον καρβοῦνον <box>4 1150 228 1173</box>
rates-row <box>0 456 232 467</box>
rates-row <box>0 346 232 358</box>
vote-count: 147 <box>653 826 672 838</box>
currency-name: Παρίσιον <box>2 357 40 368</box>
player-name: Παπαζαχαριάδης <box>457 924 542 935</box>
refugee-banner-title: ΠΡΟΣΦΥΓΙΚΗ ΖΩΗ <box>929 114 1260 151</box>
subheading: ΕΚΠΟΙΗΣΙΣ ΚΑΥΣΟΞΥΛΩΝ <box>1121 371 1337 393</box>
cinema-ad <box>0 919 232 1146</box>
subheading: ΠΟΙΟΙ ΤΩΝ ΑΓΡΟΤΩΝ ΘΑ ΠΛΗΡΩΘΟΥΝ ΣΗΜΕΡΟΝ <box>901 505 1109 529</box>
currency-name: Κων/πόλεως <box>2 456 56 467</box>
player-name: Σουγιουλτζόγλου <box>236 924 321 935</box>
article-text: —Αἱ ἀπαντήσεις τοῦ διαγωνισμοῦ μας. 533 Θωμᾶς Σαλονικίδου, 534 Κων. Λουδοποῦλος, 535 Ἀριστείδης Ἀραμπατζίδης, 536 Ν. Σταματιάδης, 537 Κ. Ζησιμίδης, 538 Γεώργ. Δεληγιάννης, 539 Ἰωάν. Κέρρας, 540 Ὀλυμπία Πετρίδου, 541 Δημ. Ἐλευθερίου, 542 Χ. Παπαστεφάνου, 543 Σταματ. Νικολάου. <box>457 376 672 468</box>
article-text: Σχετικῶς μὲ τὰς δημοσιευθείσας εἰς πρωϊνὴν συνάδελφον ἐπιθέσεις κατὰ τῆς διοικήσεως τοῦ Γ' Σώματος Στρατοῦ, ἐξεδόθη χθὲς τὸ κάτωθι ἀνακοινωθέν: 1) Ὅτι οὐδεμία ἐπέμβασις ἔγινεν εἰς τὰς ἐργασίας τῆς ἐπιτροπῆς. 2) Ὅτι ἡ διαχείρισις ἐγένετο κανονικῶς. 3) Κατὰ τὴν παρελθοῦσαν Μάϊον ἡ ἐκποίησις ἀνετέθη εἰς τὸ Ὑπουργεῖον. <box>1121 770 1337 874</box>
vote-count: 2 <box>665 1010 672 1021</box>
item-text: Ἀγνωστοι κακοποιοὶ εἰσῆλθον διὰ τῆς θύρας εἰς τὴν οἰκίαν τοῦ Δ. Κασιμίδη καὶ ἀφῄρεσαν διάφορα τιμαλφῆ. <box>1342 416 1600 451</box>
subheading: ΕΙΔΟΠΟΙΗΣΙΣ <box>1121 442 1337 464</box>
player-name: Πουλάκιδης <box>236 987 295 998</box>
player-name: Κώστας <box>457 1050 496 1061</box>
